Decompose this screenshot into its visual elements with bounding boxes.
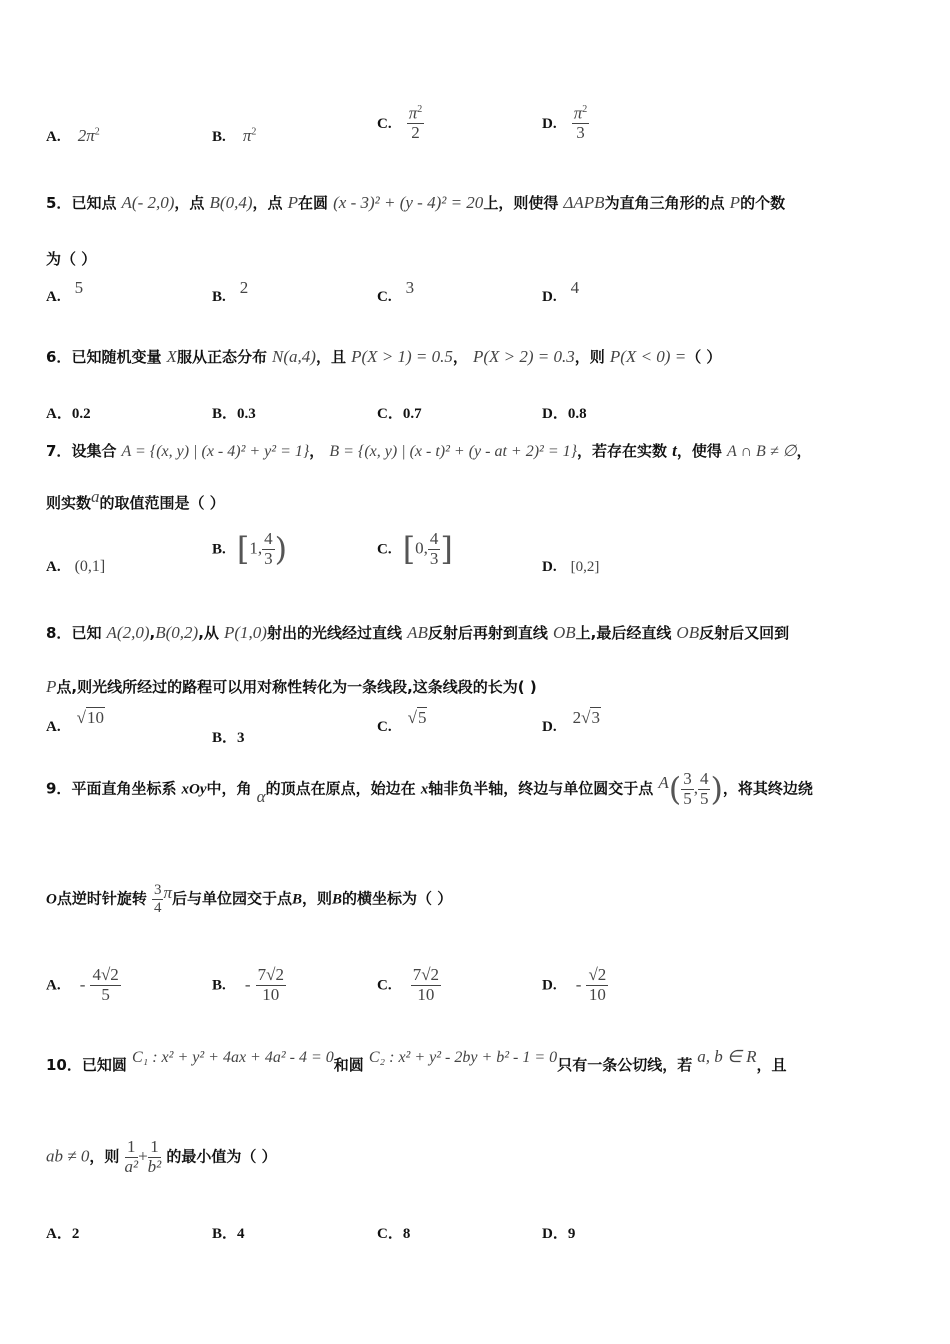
- q4-option-a: A. $2\pi^2$: [46, 126, 100, 145]
- q7-option-a: A. (0,1]: [46, 558, 106, 575]
- q6-option-d: D．0.8: [542, 406, 587, 422]
- q10-option-c: C．8: [377, 1226, 411, 1242]
- q5-option-b: B. 2: [212, 278, 249, 305]
- question-10-line2: ab ≠ 0，则 $\frac{1}{\text{a²}}$ + $\frac{1}{\text{b²}}$ 的最小值为（ ）: [46, 1137, 277, 1176]
- question-10-stem: 10．已知圆 C₁ : x² + y² + 4ax + 4a² - 4 = 0和圆 C₂ : x² + y² - 2by + b² - 1 = 0只有一条公切线，若 a, b ∈ R，且: [46, 1047, 787, 1074]
- q9-option-c: C. $\frac{7√2}{10}$: [377, 965, 440, 1004]
- q8-option-b: B．3: [212, 730, 245, 746]
- q6-option-b: B．0.3: [212, 406, 256, 422]
- q6-option-a: A．0.2: [46, 406, 91, 422]
- question-5-stem: 5．已知点 A(- 2,0)，点 B(0,4)，点 P在圆 (x - 3)² + (y - 4)² = 20上，则使得 ΔAPB为直角三角形的点 P的个数: [46, 193, 786, 212]
- q8-option-c: C. √5: [377, 708, 427, 735]
- q7-option-c: C. [0, $\frac{4}{3}$ ]: [377, 529, 453, 569]
- q4-option-d: D. $\frac{\pi^2}{3}$: [542, 103, 588, 143]
- q10-option-a: A．2: [46, 1226, 80, 1242]
- q4-option-b: B. $\pi^2$: [212, 126, 257, 145]
- question-8-stem: 8．已知 A(2,0),B(0,2),从 P(1,0)射出的光线经过直线 AB反射后再射到直线 OB上,最后经直线 OB反射后又回到: [46, 623, 790, 642]
- q4-option-c: C. $\frac{\pi^2}{2}$: [377, 103, 423, 143]
- q9-option-d: D. - $\frac{√2}{10}$: [542, 965, 607, 1004]
- q5-option-d: D. 4: [542, 278, 580, 305]
- q7-option-d: D. [0,2]: [542, 559, 600, 575]
- q7-option-b: B. [1, $\frac{4}{3}$ ): [212, 529, 288, 569]
- question-8-line2: P点,则光线所经过的路程可以用对称性转化为一条线段,这条线段的长为( ): [46, 677, 537, 696]
- q10-option-b: B．4: [212, 1226, 245, 1242]
- fraction: $\frac{\pi^2}{2}$: [408, 103, 423, 143]
- q10-option-d: D．9: [542, 1226, 576, 1242]
- question-7-stem: 7．设集合 A = {(x, y) | (x - 4)² + y² = 1}， B = {(x, y) | (x - t)² + (y - at + 2)² = 1}，若存在实数 t，使得 A ∩ B ≠ ∅，: [46, 441, 812, 460]
- q5-option-c: C. 3: [377, 278, 415, 305]
- q5-option-a: A. 5: [46, 278, 84, 305]
- q9-option-a: A. - $\frac{4√2}{5}$: [46, 965, 119, 1004]
- question-7-line2: 则实数a的取值范围是（ ）: [46, 487, 225, 512]
- q8-option-a: A. √10: [46, 708, 104, 735]
- fraction: $\frac{\pi^2}{3}$: [573, 103, 588, 143]
- q8-option-d: D. 2√3: [542, 708, 600, 735]
- question-6-stem: 6．已知随机变量 X服从正态分布 N(a,4)，且 P(X > 1) = 0.5， P(X > 2) = 0.3，则 P(X < 0) =（ ）: [46, 347, 722, 366]
- q9-option-b: B. - $\frac{7√2}{10}$: [212, 965, 284, 1004]
- question-5-line2: 为（ ）: [46, 250, 97, 268]
- question-9-stem: 9．平面直角坐标系 xOy中，角 α的顶点在原点，始边在 x轴非负半轴，终边与单位圆交于点 A( $\frac{3}{5}$ , $\frac{4}{5}$ )，将其终边绕: [46, 769, 813, 809]
- question-9-line2: O点逆时针旋转 $\frac{3}{4}$ π后与单位园交于点B，则B的横坐标为（ ）: [46, 882, 453, 916]
- q6-option-c: C．0.7: [377, 406, 422, 422]
